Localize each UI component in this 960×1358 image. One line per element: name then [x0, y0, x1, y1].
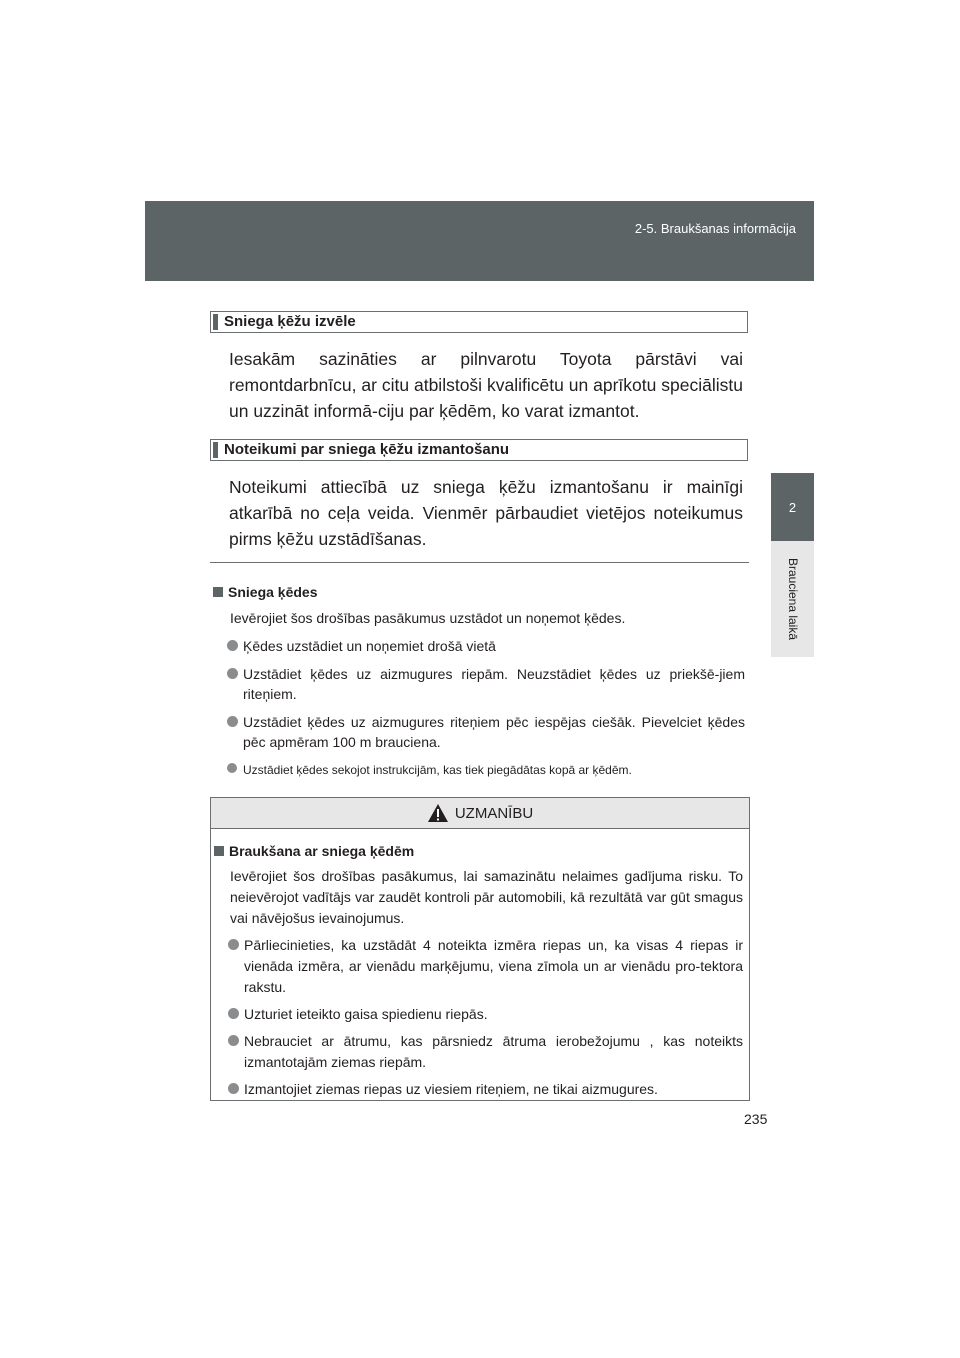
caution-bullet-text: Izmantojiet ziemas riepas uz viesiem riteņiem, ne tikai aizmugures.	[244, 1081, 658, 1097]
circle-bullet-icon	[227, 640, 238, 651]
list-item	[213, 636, 745, 656]
divider	[210, 562, 749, 563]
circle-bullet-icon	[228, 1035, 239, 1046]
notes-block	[213, 582, 745, 780]
caution-body	[211, 829, 749, 1100]
section-body-choice: Iesakām sazināties ar pilnvarotu Toyota pārstāvi vai remontdarbnīcu, ar citu atbilstoši kvalificētu un aprīkotu speciālistu un uzzināt informā-ciju par ķēdēm, ko varat izmantot.	[229, 349, 743, 421]
chapter-number: 2	[788, 499, 797, 515]
caution-title-row	[214, 841, 743, 862]
caution-bullet-text: Pārliecinieties, ka uzstādāt 4 noteikta izmēra riepas un, ka visas 4 riepas ir vienāda izmēra, ar vienādu marķējumu, viena zīmola un ar vienādu pro-tektora rakstu.	[244, 937, 743, 995]
square-bullet-icon	[214, 846, 224, 856]
section-heading-choice: Sniega ķēžu izvēle	[210, 311, 748, 333]
caution-bullet-text: Nebrauciet ar ātrumu, kas pārsniedz ātruma ierobežojumu , kas noteikts izmantotajām ziemas riepām.	[244, 1033, 743, 1070]
circle-bullet-icon	[227, 716, 238, 727]
list-item	[214, 935, 743, 998]
notes-bullet-text: Uzstādiet ķēdes sekojot instrukcijām, kas tiek piegādātas kopā ar ķēdēm.	[243, 763, 632, 777]
section-body-rules: Noteikumi attiecībā uz sniega ķēžu izmantošanu ir mainīgi atkarībā no ceļa veida. Vienmēr pārbaudiet vietējos noteikumus pirms ķēžu uzstādīšanas.	[229, 477, 743, 549]
list-item	[213, 664, 745, 704]
header-band	[145, 201, 814, 281]
chapter-tab-label	[771, 541, 814, 657]
list-item	[213, 712, 745, 752]
caution-box	[210, 797, 750, 1101]
warning-triangle-icon	[427, 803, 449, 823]
circle-bullet-icon	[227, 668, 238, 679]
circle-bullet-icon	[227, 763, 237, 773]
list-item	[214, 1079, 743, 1100]
notes-title-row	[213, 582, 745, 602]
caution-intro: Ievērojiet šos drošības pasākumus, lai samazinātu nelaimes gadījuma risku. To neievērojot vadītājs var zaudēt kontroli pār automobili, kā rezultātā var gūt smagus vai nāvējošus ievainojumus.	[230, 868, 743, 926]
chapter-label: Brauciena laikā	[785, 557, 800, 641]
circle-bullet-icon	[228, 939, 239, 950]
list-item	[214, 1004, 743, 1025]
notes-bullet-text: Uzstādiet ķēdes uz aizmugures riteņiem pēc iespējas ciešāk. Pievelciet ķēdes pēc apmēram 100 m brauciena.	[243, 714, 745, 750]
notes-title: Sniega ķēdes	[228, 584, 318, 600]
list-item	[214, 1031, 743, 1073]
notes-bullet-text: Uzstādiet ķēdes uz aizmugures riepām. Neuzstādiet ķēdes uz priekšē-jiem riteņiem.	[243, 666, 745, 702]
caution-title: Braukšana ar sniega ķēdēm	[229, 843, 415, 859]
caution-header	[211, 798, 749, 829]
chapter-tab-number	[771, 473, 814, 541]
circle-bullet-icon	[228, 1008, 239, 1019]
section-heading-rules: Noteikumi par sniega ķēžu izmantošanu	[210, 439, 748, 461]
circle-bullet-icon	[228, 1083, 239, 1094]
list-item	[213, 760, 745, 780]
section-title: 2-5. Braukšanas informācija	[634, 221, 796, 236]
caution-header-text: UZMANĪBU	[454, 804, 534, 822]
page-number: 235	[744, 1111, 768, 1127]
caution-bullet-text: Uzturiet ieteikto gaisa spiedienu riepās.	[244, 1006, 488, 1022]
notes-intro: Ievērojiet šos drošības pasākumus uzstādot un noņemot ķēdes.	[230, 610, 626, 626]
square-bullet-icon	[213, 587, 223, 597]
notes-bullet-text: Ķēdes uzstādiet un noņemiet drošā vietā	[243, 638, 496, 654]
